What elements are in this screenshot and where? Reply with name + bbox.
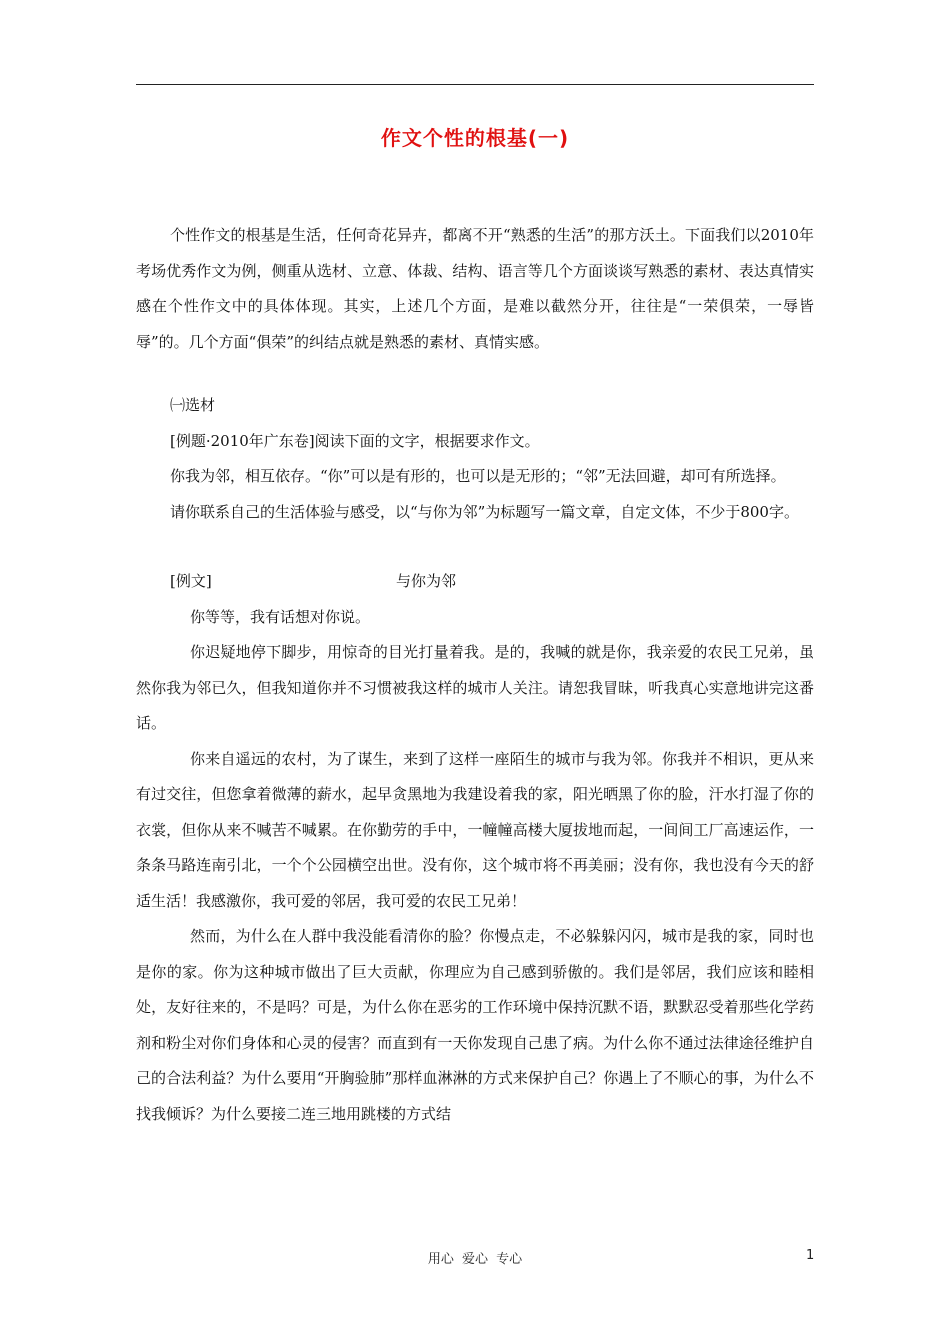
spacer (136, 530, 814, 564)
essay-paragraph: 你来自遥远的农村，为了谋生，来到了这样一座陌生的城市与我为邻。你我并不相识，更从来有过交往，但您拿着微薄的薪水，起早贪黑地为我建设着我的家，阳光晒黑了你的脸，汗水打湿了你的衣裳，但你从来不喊苦不喊累。在你勤劳的手中，一幢幢高楼大厦拔地而起，一间间工厂高速运作，一条条马路连南引北，一个个公园横空出世。没有你，这个城市将不再美丽；没有你，我也没有今天的舒适生活！我感激你，我可爱的邻居，我可爱的农民工兄弟！ (136, 749, 814, 910)
intro-paragraph: 个性作文的根基是生活，任何奇花异卉，都离不开“熟悉的生活”的那方沃土。下面我们以2010年考场优秀作文为例，侧重从选材、立意、体裁、结构、语言等几个方面谈谈写熟悉的素材、表达真情实感在个性作文中的具体体现。其实，上述几个方面，是难以截然分开，往往是“一荣俱荣，一辱皆辱”的。几个方面“俱荣”的纠结点就是熟悉的素材、真情实感。 (136, 226, 814, 351)
document-title: 作文个性的根基(一) (380, 126, 570, 150)
document-body (136, 218, 814, 1132)
example-header (136, 564, 814, 600)
essay-paragraph: 你等等，我有话想对你说。 (190, 607, 371, 626)
section-heading: ㈠选材 (170, 396, 216, 414)
prompt-source: [例题·2010年广东卷]阅读下面的文字，根据要求作文。 (170, 431, 540, 450)
essay-paragraph: 你迟疑地停下脚步，用惊奇的目光打量着我。是的，我喊的就是你，我亲爱的农民工兄弟，虽然你我为邻已久，但我知道你并不习惯被我这样的城市人关注。请恕我冒昧，听我真心实意地讲完这番话。 (136, 643, 814, 732)
page-footer: 用心 爱心 专心 (427, 1252, 523, 1267)
page-number: 1 (806, 1248, 815, 1263)
prompt-text: 你我为邻，相互依存。“你”可以是有形的，也可以是无形的；“邻”无法回避，却可有所选择。 (170, 467, 786, 485)
spacer (136, 360, 814, 388)
essay-paragraph: 然而，为什么在人群中我没能看清你的脸？你慢点走，不必躲躲闪闪，城市是我的家，同时也是你的家。你为这种城市做出了巨大贡献，你理应为自己感到骄傲的。我们是邻居，我们应该和睦相处，友好往来的，不是吗？可是，为什么你在恶劣的工作环境中保持沉默不语，默默忍受着那些化学药剂和粉尘对你们身体和心灵的侵害？而直到有一天你发现自己患了病。为什么你不通过法律途径维护自己的合法利益？为什么要用“开胸验肺”那样血淋淋的方式来保护自己？你遇上了不顺心的事，为什么不找我倾诉？为什么要接二连三地用跳楼的方式结 (136, 927, 814, 1123)
prompt-requirement: 请你联系自己的生活体验与感受，以“与你为邻”为标题写一篇文章，自定文体，不少于800字。 (170, 502, 799, 521)
example-title: 与你为邻 (396, 572, 457, 590)
header-rule (136, 84, 814, 85)
example-label: [例文] (170, 572, 212, 590)
